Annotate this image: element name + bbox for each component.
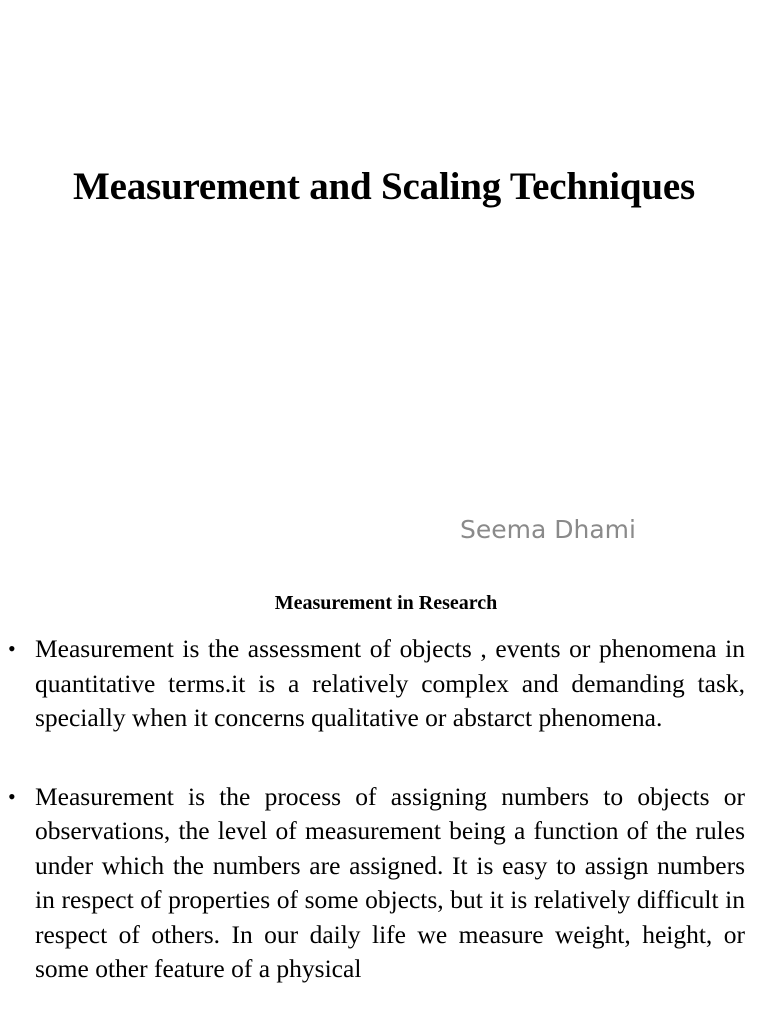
list-item xyxy=(0,780,768,987)
bullet-icon: • xyxy=(8,783,16,809)
author-name: Seema Dhami xyxy=(460,515,636,544)
presentation-title: Measurement and Scaling Techniques xyxy=(73,165,695,208)
content-slide xyxy=(0,576,768,1024)
bullet-list xyxy=(0,632,768,1031)
slide-heading: Measurement in Research xyxy=(274,592,498,614)
list-item xyxy=(0,632,768,736)
bullet-text: Measurement is the process of assigning numbers to objects or observations, the level of measurement being a function of the rules under which the numbers are assigned. It is easy to assign numbers in respect of properties of some objects, but it is relatively difficult in respect of others. In our daily life we measure weight, height, or some other feature of a physical xyxy=(35,781,745,983)
bullet-text: Measurement is the assessment of objects , events or phenomena in quantitative terms.it is a relatively complex and demanding task, specially when it concerns qualitative or abstarct phenomena. xyxy=(35,634,745,732)
bullet-icon: • xyxy=(8,636,16,661)
